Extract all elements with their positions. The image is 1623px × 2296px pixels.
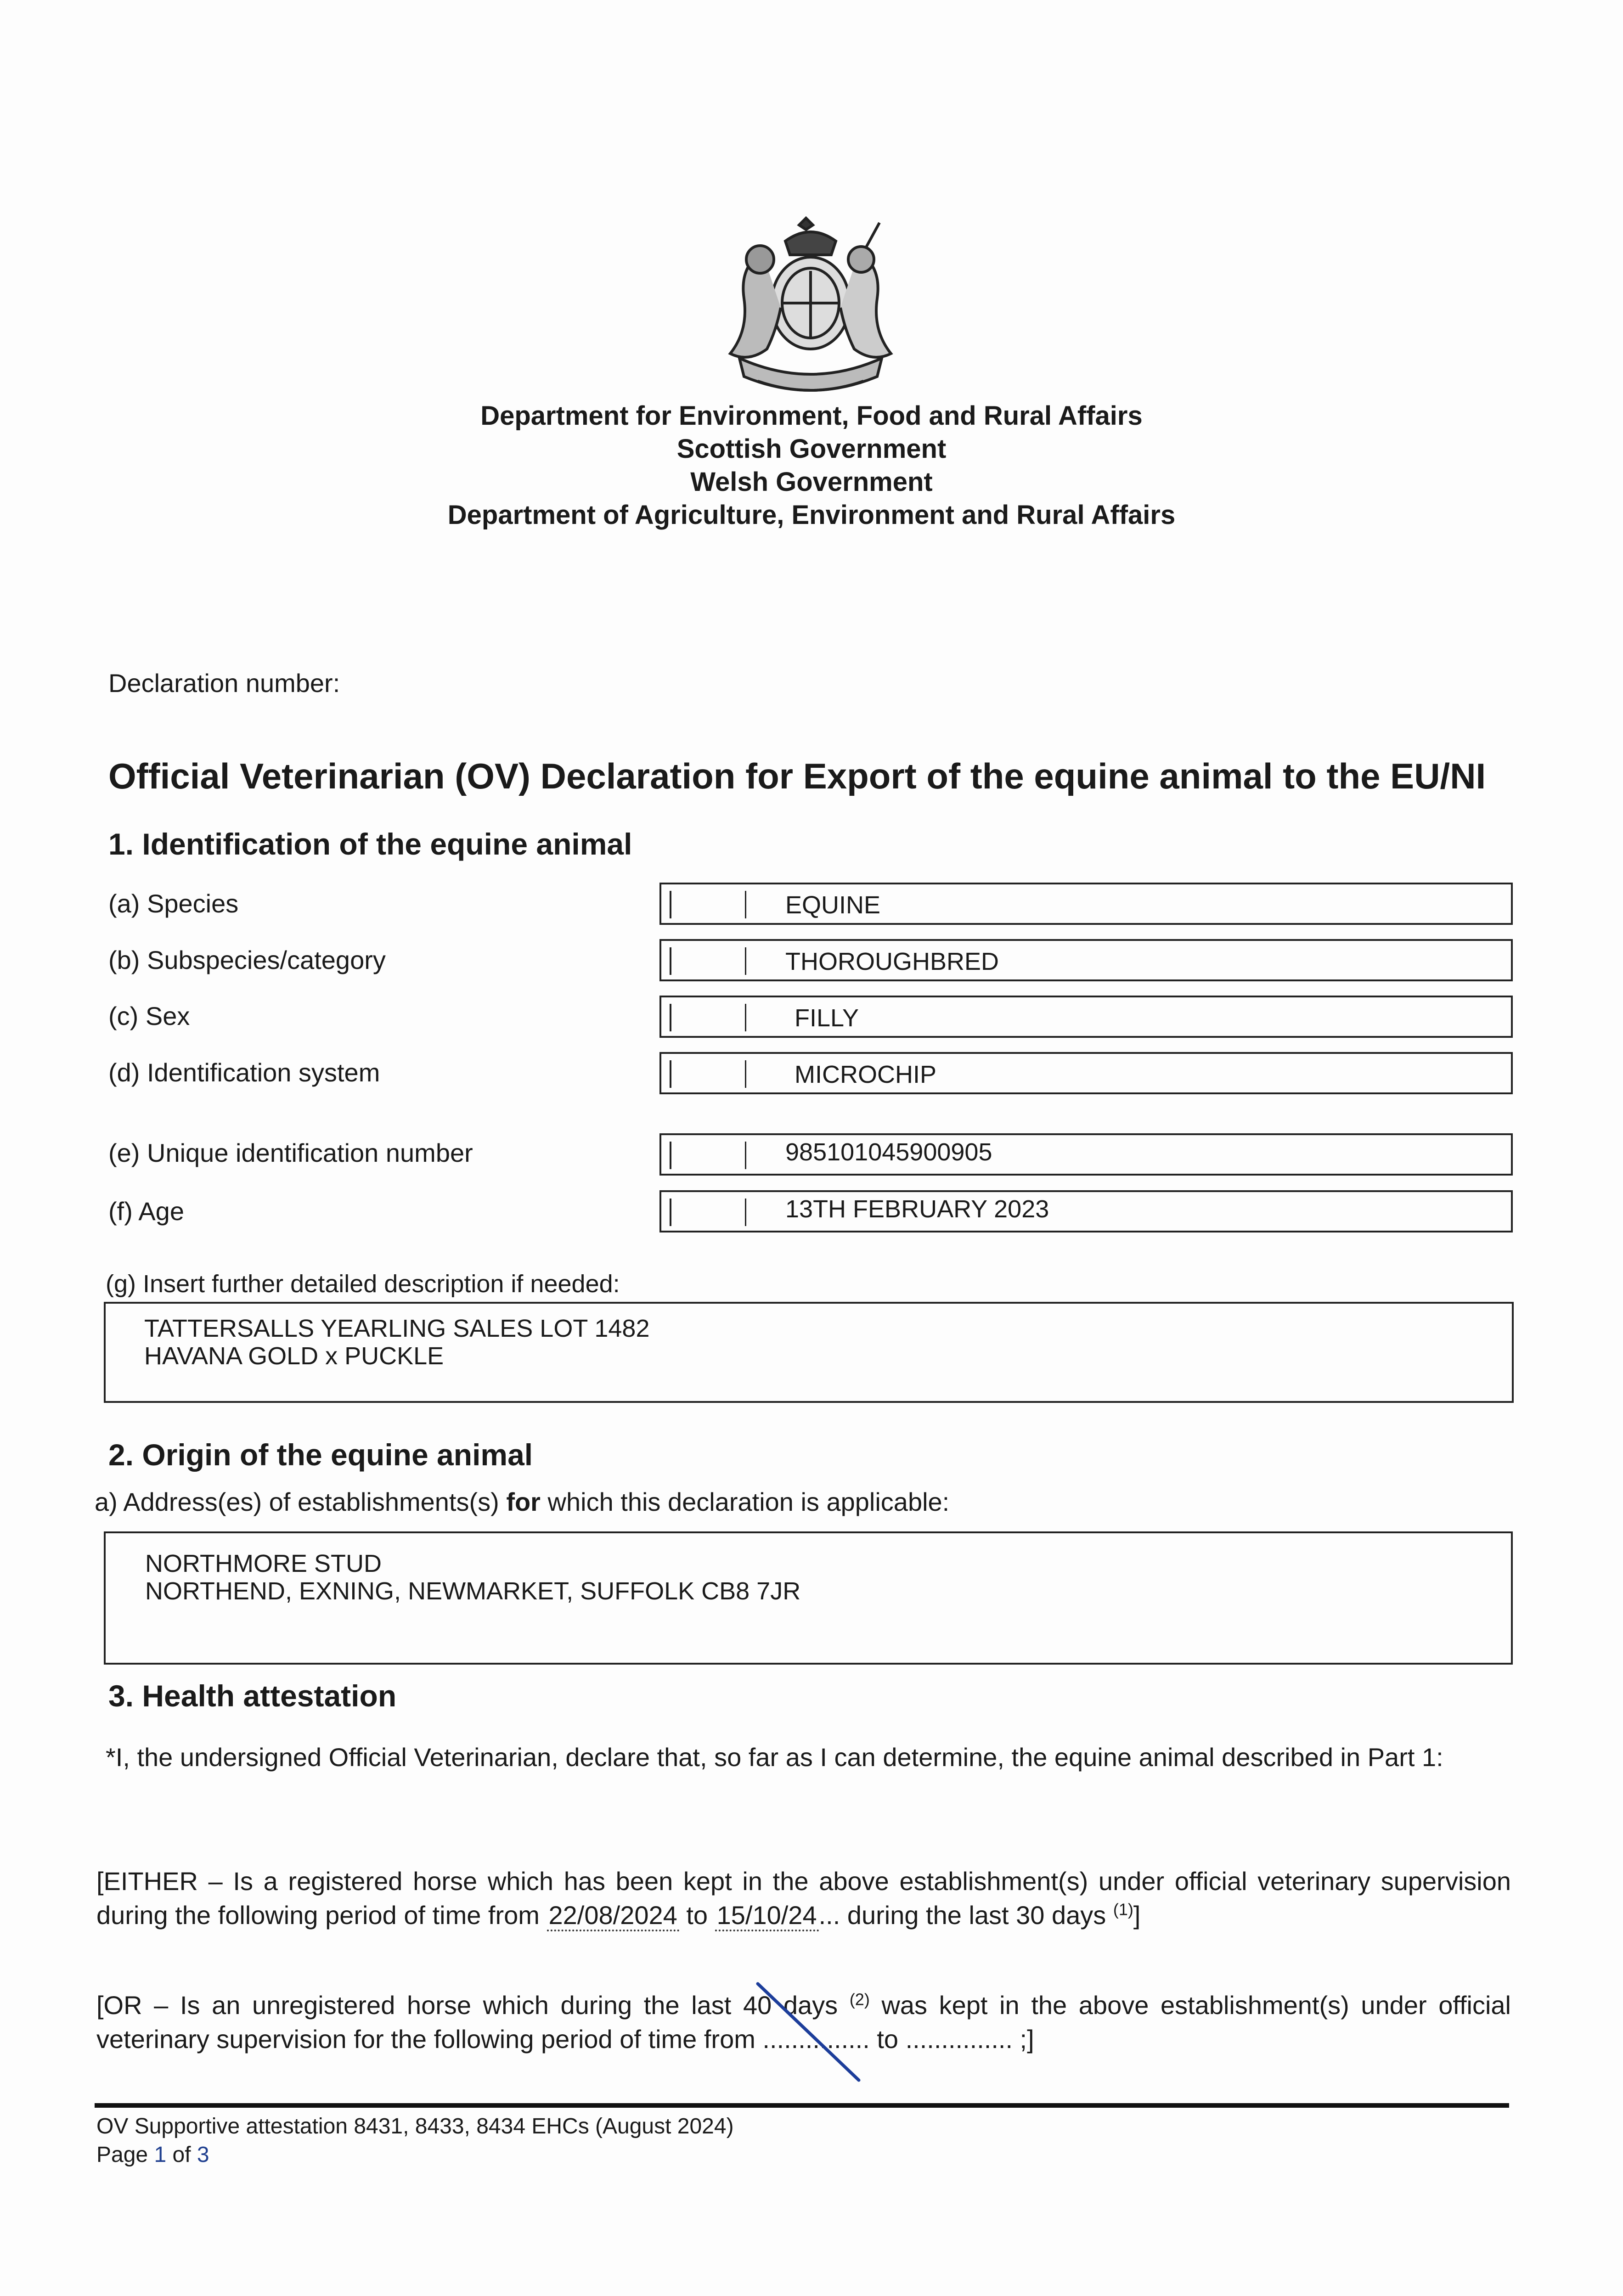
page-indicator: Page 1 of 3 [96, 2143, 209, 2167]
declaration-number-label: Declaration number: [108, 669, 340, 698]
section-3-heading: 3. Health attestation [108, 1679, 397, 1713]
footer [96, 2112, 734, 2169]
department-line: Department of Agriculture, Environment and Rural Affairs [447, 500, 1176, 530]
description-label: (g) Insert further detailed description if needed: [106, 1270, 620, 1298]
age-label: (f) Age [108, 1197, 184, 1226]
address-line: NORTHEND, EXNING, NEWMARKET, SUFFOLK CB8 7JR [145, 1577, 801, 1605]
department-line: Welsh Government [690, 467, 933, 497]
description-line: TATTERSALLS YEARLING SALES LOT 1482 [144, 1315, 650, 1342]
section-2-heading: 2. Origin of the equine animal [108, 1438, 533, 1472]
footer-form-reference: OV Supportive attestation 8431, 8433, 8434 EHCs (August 2024) [96, 2114, 734, 2138]
address-line: NORTHMORE STUD [145, 1550, 382, 1577]
description-line: HAVANA GOLD x PUCKLE [144, 1342, 444, 1370]
address-label: a) Address(es) of establishments(s) for which this declaration is applicable: [95, 1487, 950, 1516]
either-to-date: 15/10/24 [715, 1901, 819, 1931]
subspecies-value: THOROUGHBRED [785, 948, 999, 975]
description-text [144, 1315, 650, 1370]
page-title: Official Veterinarian (OV) Declaration for Export of the equine animal to the EU/NI [108, 756, 1486, 796]
address-text [145, 1550, 800, 1605]
either-clause: [EITHER – Is a registered horse which has been kept in the above establishment(s) under official veterinary supervision during the following period of time from 22/08/2024 to 15/10/24... during the last 30 days $^{(1)}$] [96, 1864, 1511, 1932]
age-field[interactable] [659, 1190, 1513, 1232]
unique-id-value: 985101045900905 [785, 1138, 992, 1166]
address-field[interactable] [104, 1531, 1513, 1665]
age-value: 13TH FEBRUARY 2023 [785, 1195, 1049, 1223]
unique-id-field[interactable] [659, 1133, 1513, 1176]
unique-id-label: (e) Unique identification number [108, 1138, 473, 1167]
description-field[interactable] [104, 1302, 1514, 1403]
section-1-heading: 1. Identification of the equine animal [108, 827, 632, 861]
attestation-intro: *I, the undersigned Official Veterinarian, declare that, so far as I can determine, the equine animal described in Part 1: [106, 1743, 1443, 1772]
subspecies-field[interactable] [659, 939, 1513, 981]
sex-field[interactable] [659, 996, 1513, 1038]
or-clause: [OR – Is an unregistered horse which during the last 40 days $^{(2)}$ was kept in the above establishment(s) under official veterinary supervision for the following period of time from ............... to ............... ;] [96, 1990, 1511, 2054]
identification-system-field[interactable] [659, 1052, 1513, 1094]
handwritten-strike-mark [753, 1979, 863, 2085]
department-line: Scottish Government [676, 434, 947, 464]
footer-divider [95, 2103, 1509, 2108]
issuing-departments [0, 400, 1623, 532]
species-label: (a) Species [108, 889, 239, 918]
sex-value: FILLY [795, 1004, 859, 1032]
species-field[interactable] [659, 883, 1513, 925]
identification-system-value: MICROCHIP [795, 1061, 936, 1088]
either-from-date: 22/08/2024 [547, 1901, 679, 1931]
species-value: EQUINE [785, 891, 881, 919]
royal-coat-of-arms-logo [707, 216, 914, 400]
sex-label: (c) Sex [108, 1002, 190, 1030]
subspecies-label: (b) Subspecies/category [108, 945, 386, 974]
department-line: Department for Environment, Food and Rural Affairs [480, 401, 1143, 431]
identification-system-label: (d) Identification system [108, 1058, 380, 1087]
